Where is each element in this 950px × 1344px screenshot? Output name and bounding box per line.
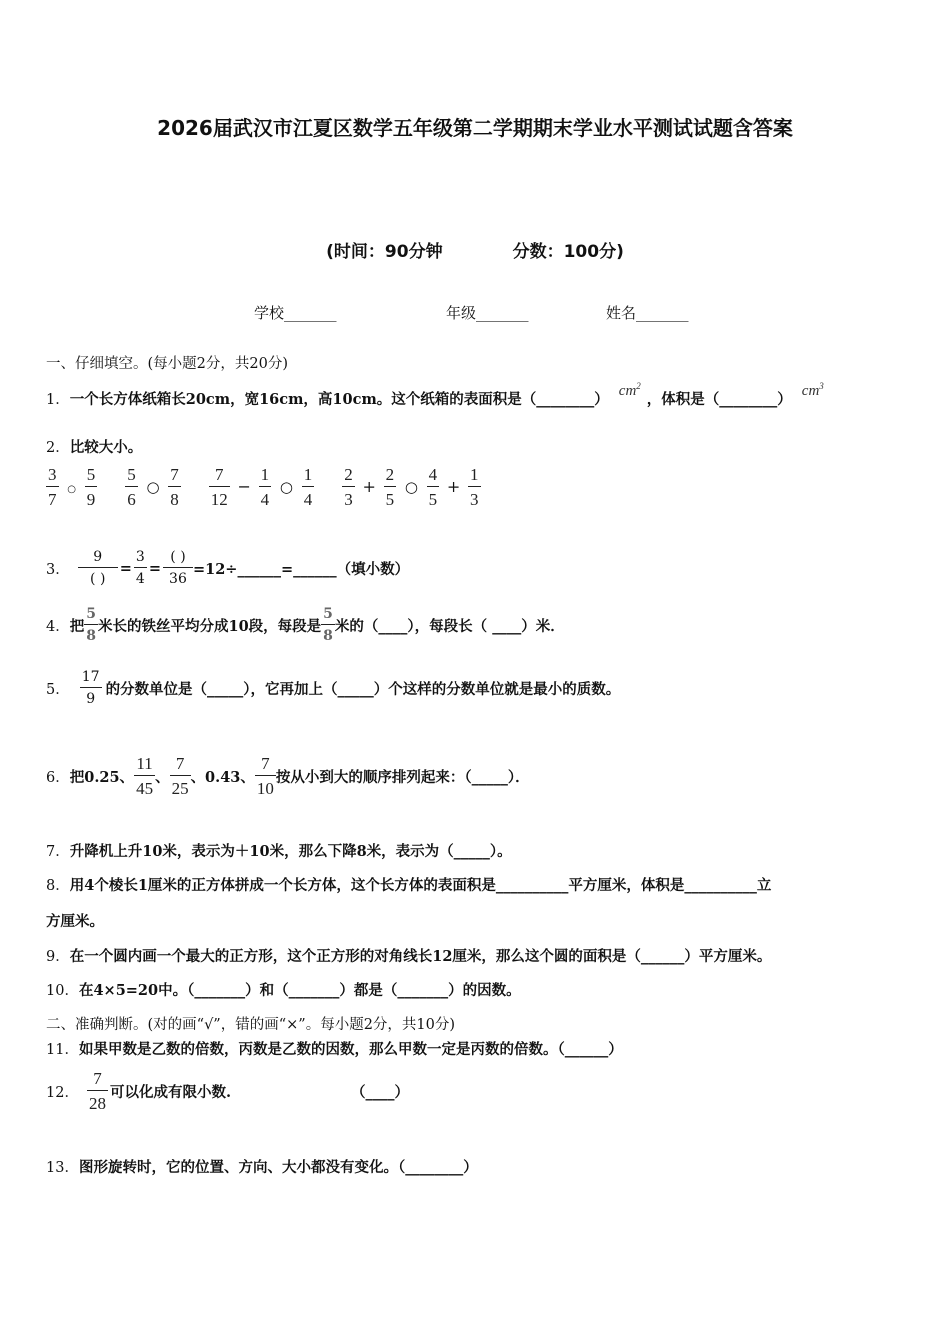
q7-number: 7． [46, 844, 70, 860]
compare-circle: ○ [146, 478, 160, 496]
fraction: ( ) 36 [163, 550, 193, 586]
q1-number: 1． [46, 391, 70, 408]
fraction: $\frac{7}{12}$ [210, 465, 228, 509]
q6-text-2: 、0.43、 [190, 768, 255, 786]
q12-number: 12． [46, 1084, 79, 1101]
fraction: $\frac{7}{8}$ [170, 465, 179, 509]
fraction: $\frac{5}{6}$ [127, 465, 136, 509]
fraction: 7 10 [256, 754, 274, 798]
q13-text: 图形旋转时，它的位置、方向、大小都没有变化。（________） [78, 1159, 478, 1176]
question-4 [46, 607, 565, 643]
q4-text-2: 米长的铁丝平均分成10段，每段是 [97, 617, 322, 635]
fraction: $\frac{1}{4}$ [260, 465, 270, 509]
question-6 [46, 755, 530, 797]
q4-number: 4． [46, 618, 70, 635]
question-11 [46, 1038, 623, 1059]
compare-circle: ○ [279, 478, 293, 496]
fraction: $\frac{4}{5}$ [428, 465, 438, 509]
q1-unit-a: $cm^2$ [618, 380, 641, 399]
q1-text-b: ，体积是（________） [646, 390, 792, 408]
page-title: 2026届武汉市江夏区数学五年级第二学期期末学业水平测试试题含答案 [157, 116, 793, 140]
plus-sign: + [446, 477, 461, 496]
question-13 [46, 1156, 478, 1177]
q2-text: 比较大小。 [69, 439, 143, 456]
q9-text: 在一个圆内画一个最大的正方形，这个正方形的对角线长12厘米，那么这个圆的面积是（______）平方厘米。 [69, 948, 772, 965]
fraction: $\frac{1}{3}$ [470, 465, 479, 509]
grade-field: 年级_______ [446, 304, 529, 322]
section2-heading: 二、准确判断。(对的画“√”，错的画“×”。每小题2分，共10分) [46, 1017, 456, 1033]
fraction: 11 45 [136, 754, 154, 798]
question-5 [46, 670, 620, 706]
q4-text-1: 把 [69, 617, 85, 635]
question-8 [46, 874, 771, 895]
exam-info [0, 237, 950, 262]
compare-group-4 [342, 466, 480, 508]
fraction: $\frac{1}{4}$ [303, 465, 313, 509]
section1-heading: 一、仔细填空。(每小题2分，共20分) [46, 356, 288, 372]
q5-number: 5． [46, 681, 70, 698]
q10-number: 10． [46, 983, 79, 999]
question-3 [46, 550, 409, 586]
compare-group-3 [209, 466, 314, 508]
q8-line-2: 方厘米。 [46, 913, 104, 930]
q2-number: 2． [46, 440, 70, 456]
q11-number: 11． [46, 1042, 79, 1058]
equals-sign: = [148, 559, 161, 577]
q3-number: 3． [46, 561, 70, 578]
q6-text-1: 把0.25、 [69, 768, 135, 786]
question-10 [46, 979, 521, 1000]
q6-number: 6． [46, 769, 70, 786]
question-12 [46, 1070, 409, 1112]
compare-circle: ○ [67, 484, 76, 495]
fraction: $\frac{3}{7}$ [48, 465, 57, 509]
q8-number: 8． [46, 878, 70, 894]
question-7 [46, 840, 512, 861]
q8-line-1: 用4个棱长1厘米的正方体拼成一个长方体，这个长方体的表面积是__________平方厘米，体积是__________立 [69, 877, 772, 894]
q9-number: 9． [46, 949, 70, 965]
q11-text: 如果甲数是乙数的倍数，丙数是乙数的因数，那么甲数一定是丙数的倍数。（______） [78, 1041, 623, 1058]
q4-text-3: 米的（____），每段长（ ____）米． [334, 617, 565, 635]
plus-sign: + [362, 477, 376, 496]
fraction: 7 25 [171, 754, 189, 798]
fraction: $\frac{2}{3}$ [344, 465, 353, 509]
exam-score: 分数：100分) [512, 242, 624, 262]
q13-number: 13． [46, 1160, 79, 1176]
q12-text: 可以化成有限小数. [109, 1083, 232, 1101]
q6-text-3: 按从小到大的顺序排列起来：（_____）． [275, 768, 530, 786]
fraction: $\frac{2}{5}$ [385, 465, 395, 509]
fraction: $\frac{3}{4}$ [135, 549, 145, 587]
q12-blank: （____） [351, 1083, 410, 1101]
q7-text: 升降机上升10米，表示为＋10米，那么下降8米，表示为（_____）。 [69, 843, 512, 860]
compare-group-1 [46, 466, 97, 508]
q5-text: 的分数单位是（_____），它再加上（_____）个这样的分数单位就是最小的质数。 [105, 680, 621, 698]
question-9 [46, 945, 771, 966]
q2-comparisons [46, 466, 509, 508]
school-field: 学校_______ [254, 304, 337, 322]
q3-rest: =12÷______=______（填小数） [192, 560, 410, 578]
compare-group-2 [125, 466, 181, 508]
fraction: 7 28 [88, 1069, 106, 1113]
minus-sign: − [237, 477, 251, 496]
compare-circle: ○ [404, 478, 418, 496]
q10-text: 在4×5=20中。（_______）和（_______）都是（_______）的因数。 [78, 982, 521, 999]
equals-sign: = [119, 559, 132, 577]
q1-unit-b: $cm^3$ [801, 380, 824, 399]
fraction: 5 8 [323, 606, 333, 644]
exam-time: (时间：90分钟 [326, 242, 443, 262]
name-field: 姓名_______ [606, 304, 689, 322]
q6-separator: 、 [155, 768, 170, 786]
fraction: 5 8 [86, 606, 96, 644]
fraction: $\frac{5}{9}$ [86, 465, 96, 509]
question-1 [46, 378, 824, 418]
q1-text-a: 一个长方体纸箱长20cm，宽16cm，高10cm。这个纸箱的表面积是（________） [69, 390, 609, 408]
fraction: 9 ( ) [78, 550, 118, 586]
question-2 [46, 436, 142, 457]
fraction: 17 9 [81, 669, 100, 707]
